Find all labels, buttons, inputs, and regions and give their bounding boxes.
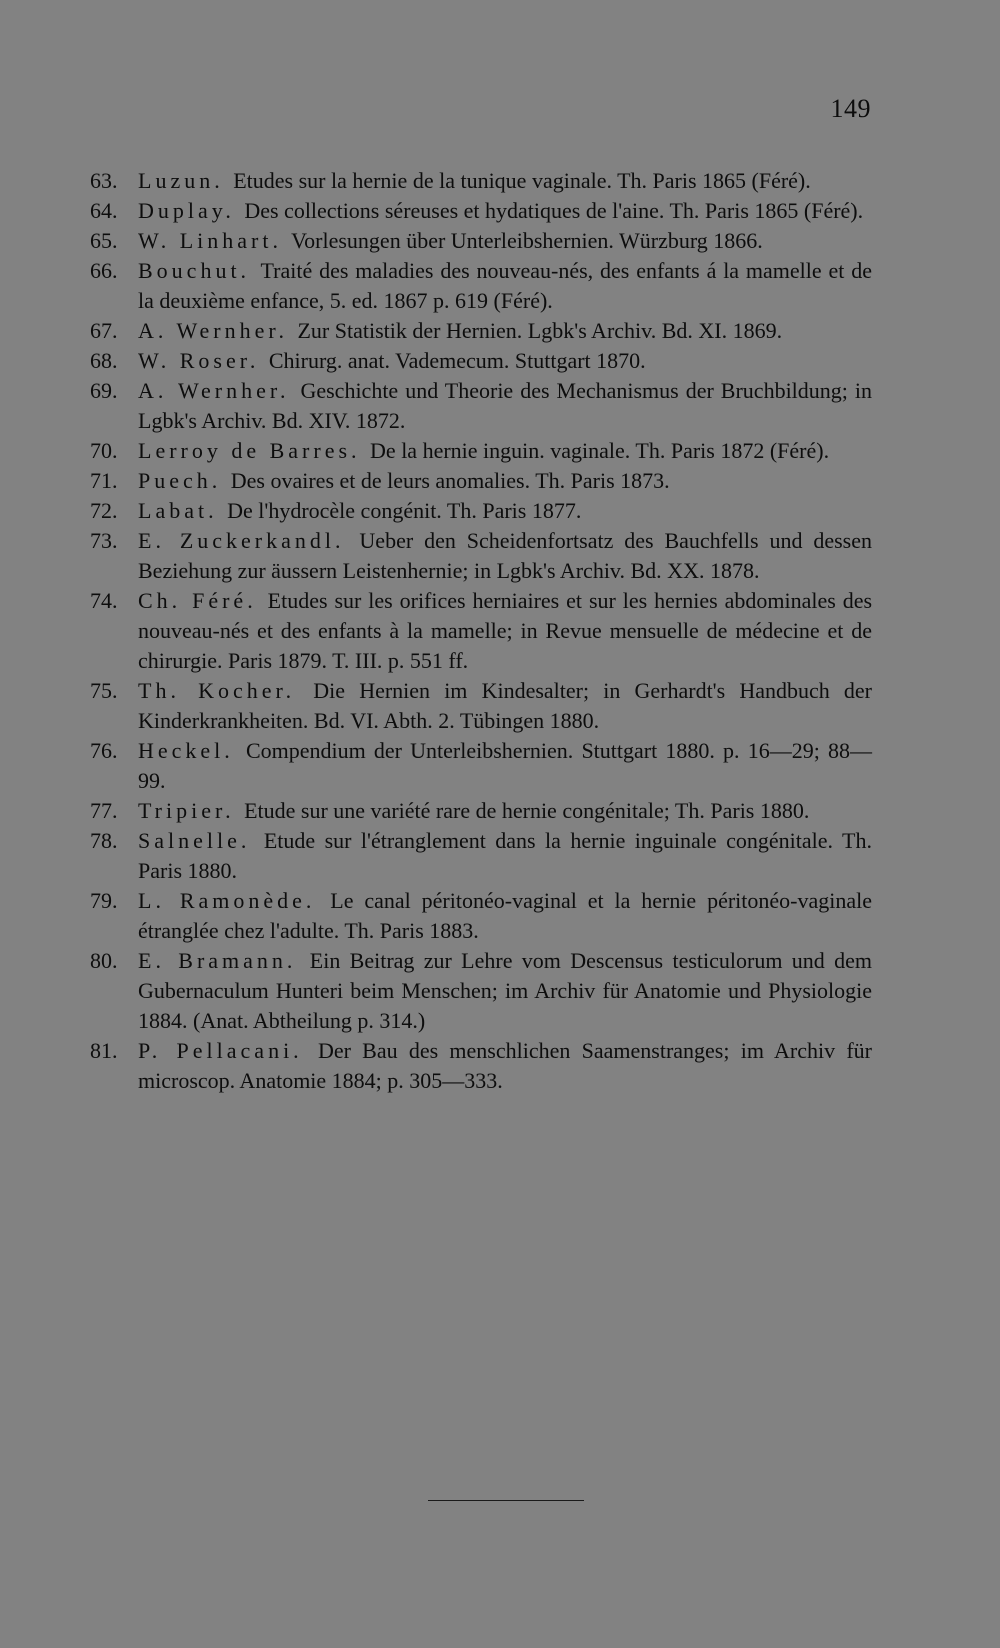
reference-author: Puech. (138, 468, 222, 493)
reference-item (90, 436, 872, 466)
reference-text: Etude sur une variété rare de hernie congénitale; Th. Paris 1880. (244, 798, 810, 823)
reference-text: Die Hernien im Kindesalter; in Gerhardt's Handbuch der Kinderkrankheiten. Bd. VI. Abth. 2. Tübingen 1880. (138, 678, 873, 733)
reference-text: Etudes sur les orifices herniaires et sur les hernies abdominales des nouveau-nés et des enfants à la mamelle; in Revue mensuelle de médecine et de chirurgie. Paris 1879. T. III. p. 551 ff. (138, 588, 873, 673)
reference-text: Etudes sur la hernie de la tunique vaginale. Th. Paris 1865 (Féré). (233, 168, 811, 193)
reference-item (90, 586, 872, 676)
reference-number: 65. (90, 228, 118, 253)
reference-item (90, 1036, 872, 1096)
reference-number: 74. (90, 588, 118, 613)
reference-number: 73. (90, 528, 118, 553)
reference-text: Vorlesungen über Unterleibshernien. Würzburg 1866. (291, 228, 763, 253)
reference-number: 76. (90, 738, 118, 763)
reference-item (90, 796, 872, 826)
reference-number: 69. (90, 378, 118, 403)
reference-number: 71. (90, 468, 118, 493)
reference-author: A. Wernher. (138, 318, 288, 343)
reference-author: W. Linhart. (138, 228, 282, 253)
reference-number: 68. (90, 348, 118, 373)
reference-number: 67. (90, 318, 118, 343)
reference-text: Traité des maladies des nouveau-nés, des enfants á la mamelle et de la deuxième enfance, 5. ed. 1867 p. 619 (Féré). (138, 258, 872, 313)
reference-item (90, 946, 872, 1036)
reference-number: 75. (90, 678, 118, 703)
reference-number: 70. (90, 438, 118, 463)
reference-item (90, 316, 872, 346)
reference-number: 63. (90, 168, 118, 193)
reference-item (90, 196, 872, 226)
reference-author: W. Roser. (138, 348, 260, 373)
reference-item (90, 376, 872, 436)
reference-item (90, 736, 872, 796)
reference-item (90, 526, 872, 586)
reference-text: Le canal péritonéo-vaginal et la hernie péritonéo-vaginale étranglée chez l'adulte. Th. Paris 1883. (138, 888, 872, 943)
reference-number: 72. (90, 498, 118, 523)
reference-number: 79. (90, 888, 118, 913)
reference-text: Ueber den Scheidenfortsatz des Bauchfells und dessen Beziehung zur äussern Leistenhernie; in Lgbk's Archiv. Bd. XX. 1878. (138, 528, 872, 583)
reference-item (90, 226, 872, 256)
reference-text: Zur Statistik der Hernien. Lgbk's Archiv. Bd. XI. 1869. (297, 318, 783, 343)
reference-list (90, 166, 872, 1096)
reference-author: Labat. (138, 498, 218, 523)
reference-item (90, 886, 872, 946)
reference-text: Der Bau des menschlichen Saamenstranges; im Archiv für microscop. Anatomie 1884; p. 305—333. (138, 1038, 872, 1093)
reference-author: E. Zuckerkandl. (138, 528, 345, 553)
reference-text: De l'hydrocèle congénit. Th. Paris 1877. (227, 498, 582, 523)
reference-item (90, 166, 872, 196)
reference-text: Ein Beitrag zur Lehre vom Descensus testiculorum und dem Gubernaculum Hunteri beim Menschen; im Archiv für Anatomie und Physiologie 1884. (Anat. Abtheilung p. 314.) (138, 948, 872, 1033)
page-number: 149 (830, 94, 871, 123)
reference-text: De la hernie inguin. vaginale. Th. Paris 1872 (Féré). (370, 438, 830, 463)
reference-text: Compendium der Unterleibshernien. Stuttgart 1880. p. 16—29; 88—99. (138, 738, 872, 793)
reference-author: Lerroy de Barres. (138, 438, 361, 463)
reference-item (90, 676, 872, 736)
reference-number: 66. (90, 258, 118, 283)
reference-number: 78. (90, 828, 118, 853)
reference-text: Des ovaires et de leurs anomalies. Th. Paris 1873. (230, 468, 670, 493)
reference-item (90, 346, 872, 376)
reference-item (90, 466, 872, 496)
reference-item (90, 826, 872, 886)
reference-text: Chirurg. anat. Vademecum. Stuttgart 1870. (268, 348, 646, 373)
reference-text: Etude sur l'étranglement dans la hernie inguinale congénitale. Th. Paris 1880. (138, 828, 872, 883)
reference-number: 77. (90, 798, 118, 823)
reference-author: Duplay. (138, 198, 235, 223)
reference-item (90, 256, 872, 316)
reference-item (90, 496, 872, 526)
reference-number: 64. (90, 198, 118, 223)
reference-author: Bouchut. (138, 258, 251, 283)
reference-number: 80. (90, 948, 118, 973)
closing-rule (428, 1500, 584, 1501)
reference-text: Des collections séreuses et hydatiques de l'aine. Th. Paris 1865 (Féré). (244, 198, 864, 223)
reference-text: Geschichte und Theorie des Mechanismus der Bruchbildung; in Lgbk's Archiv. Bd. XIV. 1872. (138, 378, 873, 433)
reference-author: Salnelle. (138, 828, 251, 853)
reference-author: Heckel. (138, 738, 234, 763)
reference-author: E. Bramann. (138, 948, 297, 973)
reference-author: Luzun. (138, 168, 224, 193)
reference-author: Th. Kocher. (138, 678, 296, 703)
reference-author: Ch. Féré. (138, 588, 257, 613)
reference-author: L. Ramonède. (138, 888, 316, 913)
reference-author: Tripier. (138, 798, 235, 823)
reference-number: 81. (90, 1038, 118, 1063)
reference-author: A. Wernher. (138, 378, 290, 403)
reference-author: P. Pellacani. (138, 1038, 303, 1063)
